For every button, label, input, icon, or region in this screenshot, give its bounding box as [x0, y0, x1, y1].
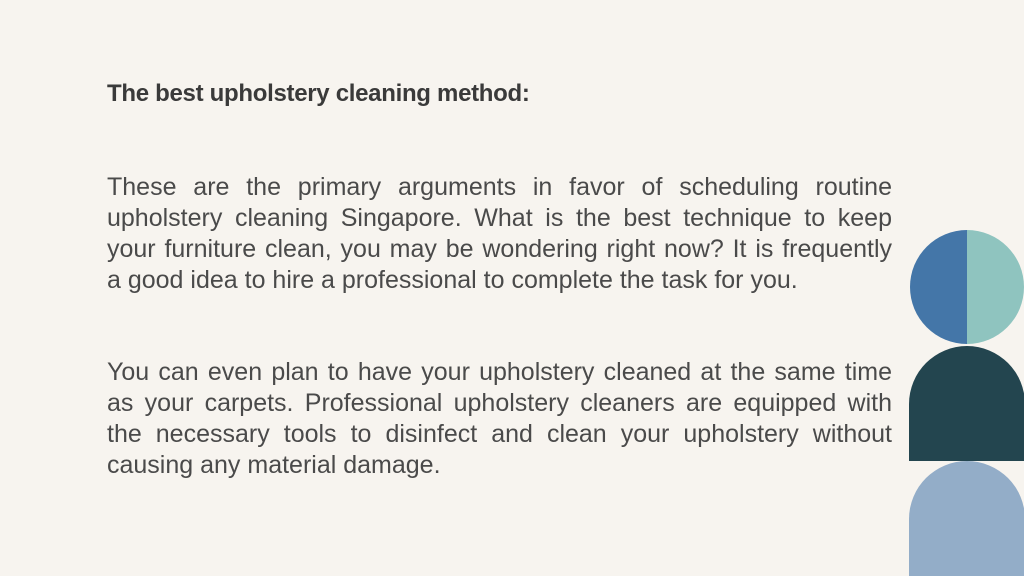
paragraph-2: You can even plan to have your upholstery cleaned at the same time as your carpets. Professional upholstery cleaners are equipped with the necessary tools to disinfect and clean your upholstery without causing any material damage. [107, 358, 892, 479]
circle-left-half [910, 230, 967, 344]
light-arch-shape [909, 461, 1024, 576]
circle-right-half [967, 230, 1024, 344]
paragraph-1: These are the primary arguments in favor of scheduling routine upholstery cleaning Singapore. What is the best technique to keep your furniture clean, you may be wondering right now? It is frequently a good idea to hire a professional to complete the task for you. [107, 173, 892, 294]
slide-heading: The best upholstery cleaning method: [107, 80, 530, 107]
dark-arch-shape [909, 346, 1024, 461]
